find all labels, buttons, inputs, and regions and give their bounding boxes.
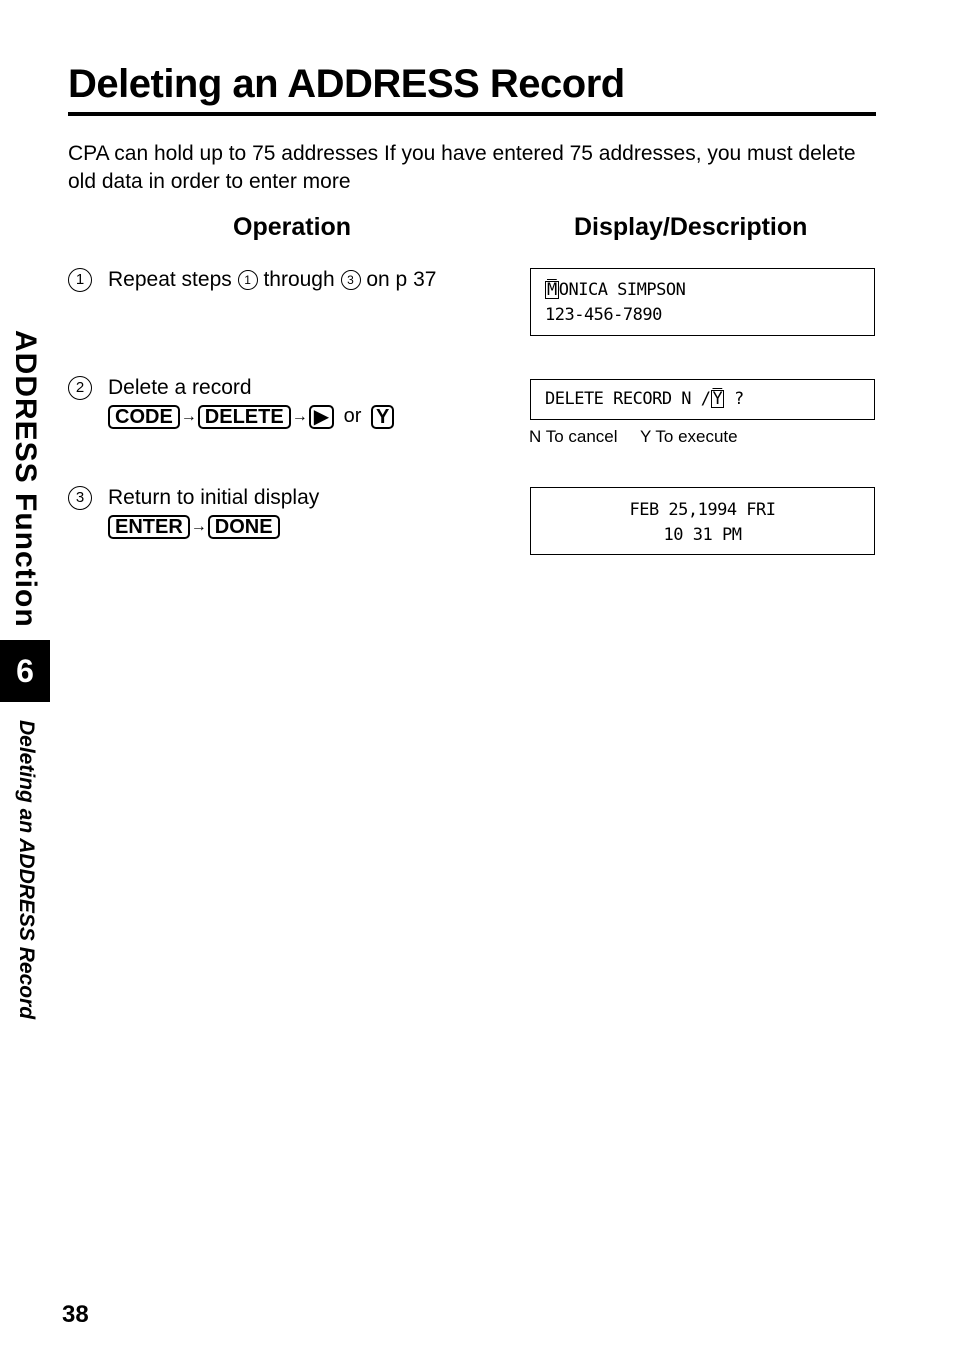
operation-heading: Operation <box>233 213 352 241</box>
display-screen-3 <box>530 487 875 555</box>
screen3-time: 10 31 PM <box>663 525 742 545</box>
step-1-number: 1 <box>68 268 92 292</box>
step-1-text-a: Repeat steps <box>108 268 232 291</box>
step-3-number: 3 <box>68 486 92 510</box>
cursor-block: $\overline{Y}$ <box>712 389 723 409</box>
screen3-date: FEB 25,1994 FRI <box>629 500 776 520</box>
legend-cancel: N To cancel <box>529 427 618 446</box>
screen2-prompt: DELETE RECORD N / <box>545 389 711 409</box>
arrow-right-icon: → <box>180 407 197 425</box>
y-key: Y <box>371 405 394 429</box>
step-2-keys <box>108 403 394 430</box>
display-screen-2 <box>530 379 875 420</box>
step-ref-end: 3 <box>341 270 361 290</box>
arrow-right-icon: → <box>190 517 207 535</box>
display-screen-1 <box>530 268 875 336</box>
done-key: DONE <box>208 515 280 539</box>
step-1-text-c: on p 37 <box>366 268 437 291</box>
right-cursor-key: ▶ <box>309 405 334 429</box>
screen1-line1 <box>545 278 860 303</box>
page-number: 38 <box>62 1301 89 1328</box>
display-heading: Display/Description <box>574 213 808 241</box>
step-2-text: Delete a record <box>108 376 252 399</box>
delete-key: DELETE <box>198 405 291 429</box>
code-key: CODE <box>108 405 180 429</box>
screen2-suffix: ? <box>724 389 744 409</box>
step-3-text: Return to initial display <box>108 486 320 509</box>
step-1-text-b: through <box>263 268 335 291</box>
display-legend <box>529 427 756 447</box>
chapter-number-badge: 6 <box>0 640 50 702</box>
title-underline <box>68 112 876 116</box>
screen1-name: ONICA SIMPSON <box>558 280 686 300</box>
cursor-block: $\overline{M}$ <box>547 280 557 300</box>
page-title: Deleting an ADDRESS Record <box>68 62 625 106</box>
step-2-number: 2 <box>68 376 92 400</box>
legend-execute: Y To execute <box>639 427 738 446</box>
enter-key: ENTER <box>108 515 190 539</box>
side-tab-title: ADDRESS Function <box>9 330 42 628</box>
intro-paragraph: CPA can hold up to 75 addresses If you have entered 75 addresses, you must delete old data in order to enter more <box>68 142 856 193</box>
step-1-text <box>108 267 436 293</box>
step-3-keys <box>108 513 280 540</box>
step-ref-start: 1 <box>238 270 258 290</box>
or-text: or <box>343 405 362 427</box>
screen1-line2: 123-456-7890 <box>545 305 662 325</box>
arrow-right-icon: → <box>291 407 308 425</box>
side-tab-subtitle: Deleting an ADDRESS Record <box>15 720 38 1020</box>
